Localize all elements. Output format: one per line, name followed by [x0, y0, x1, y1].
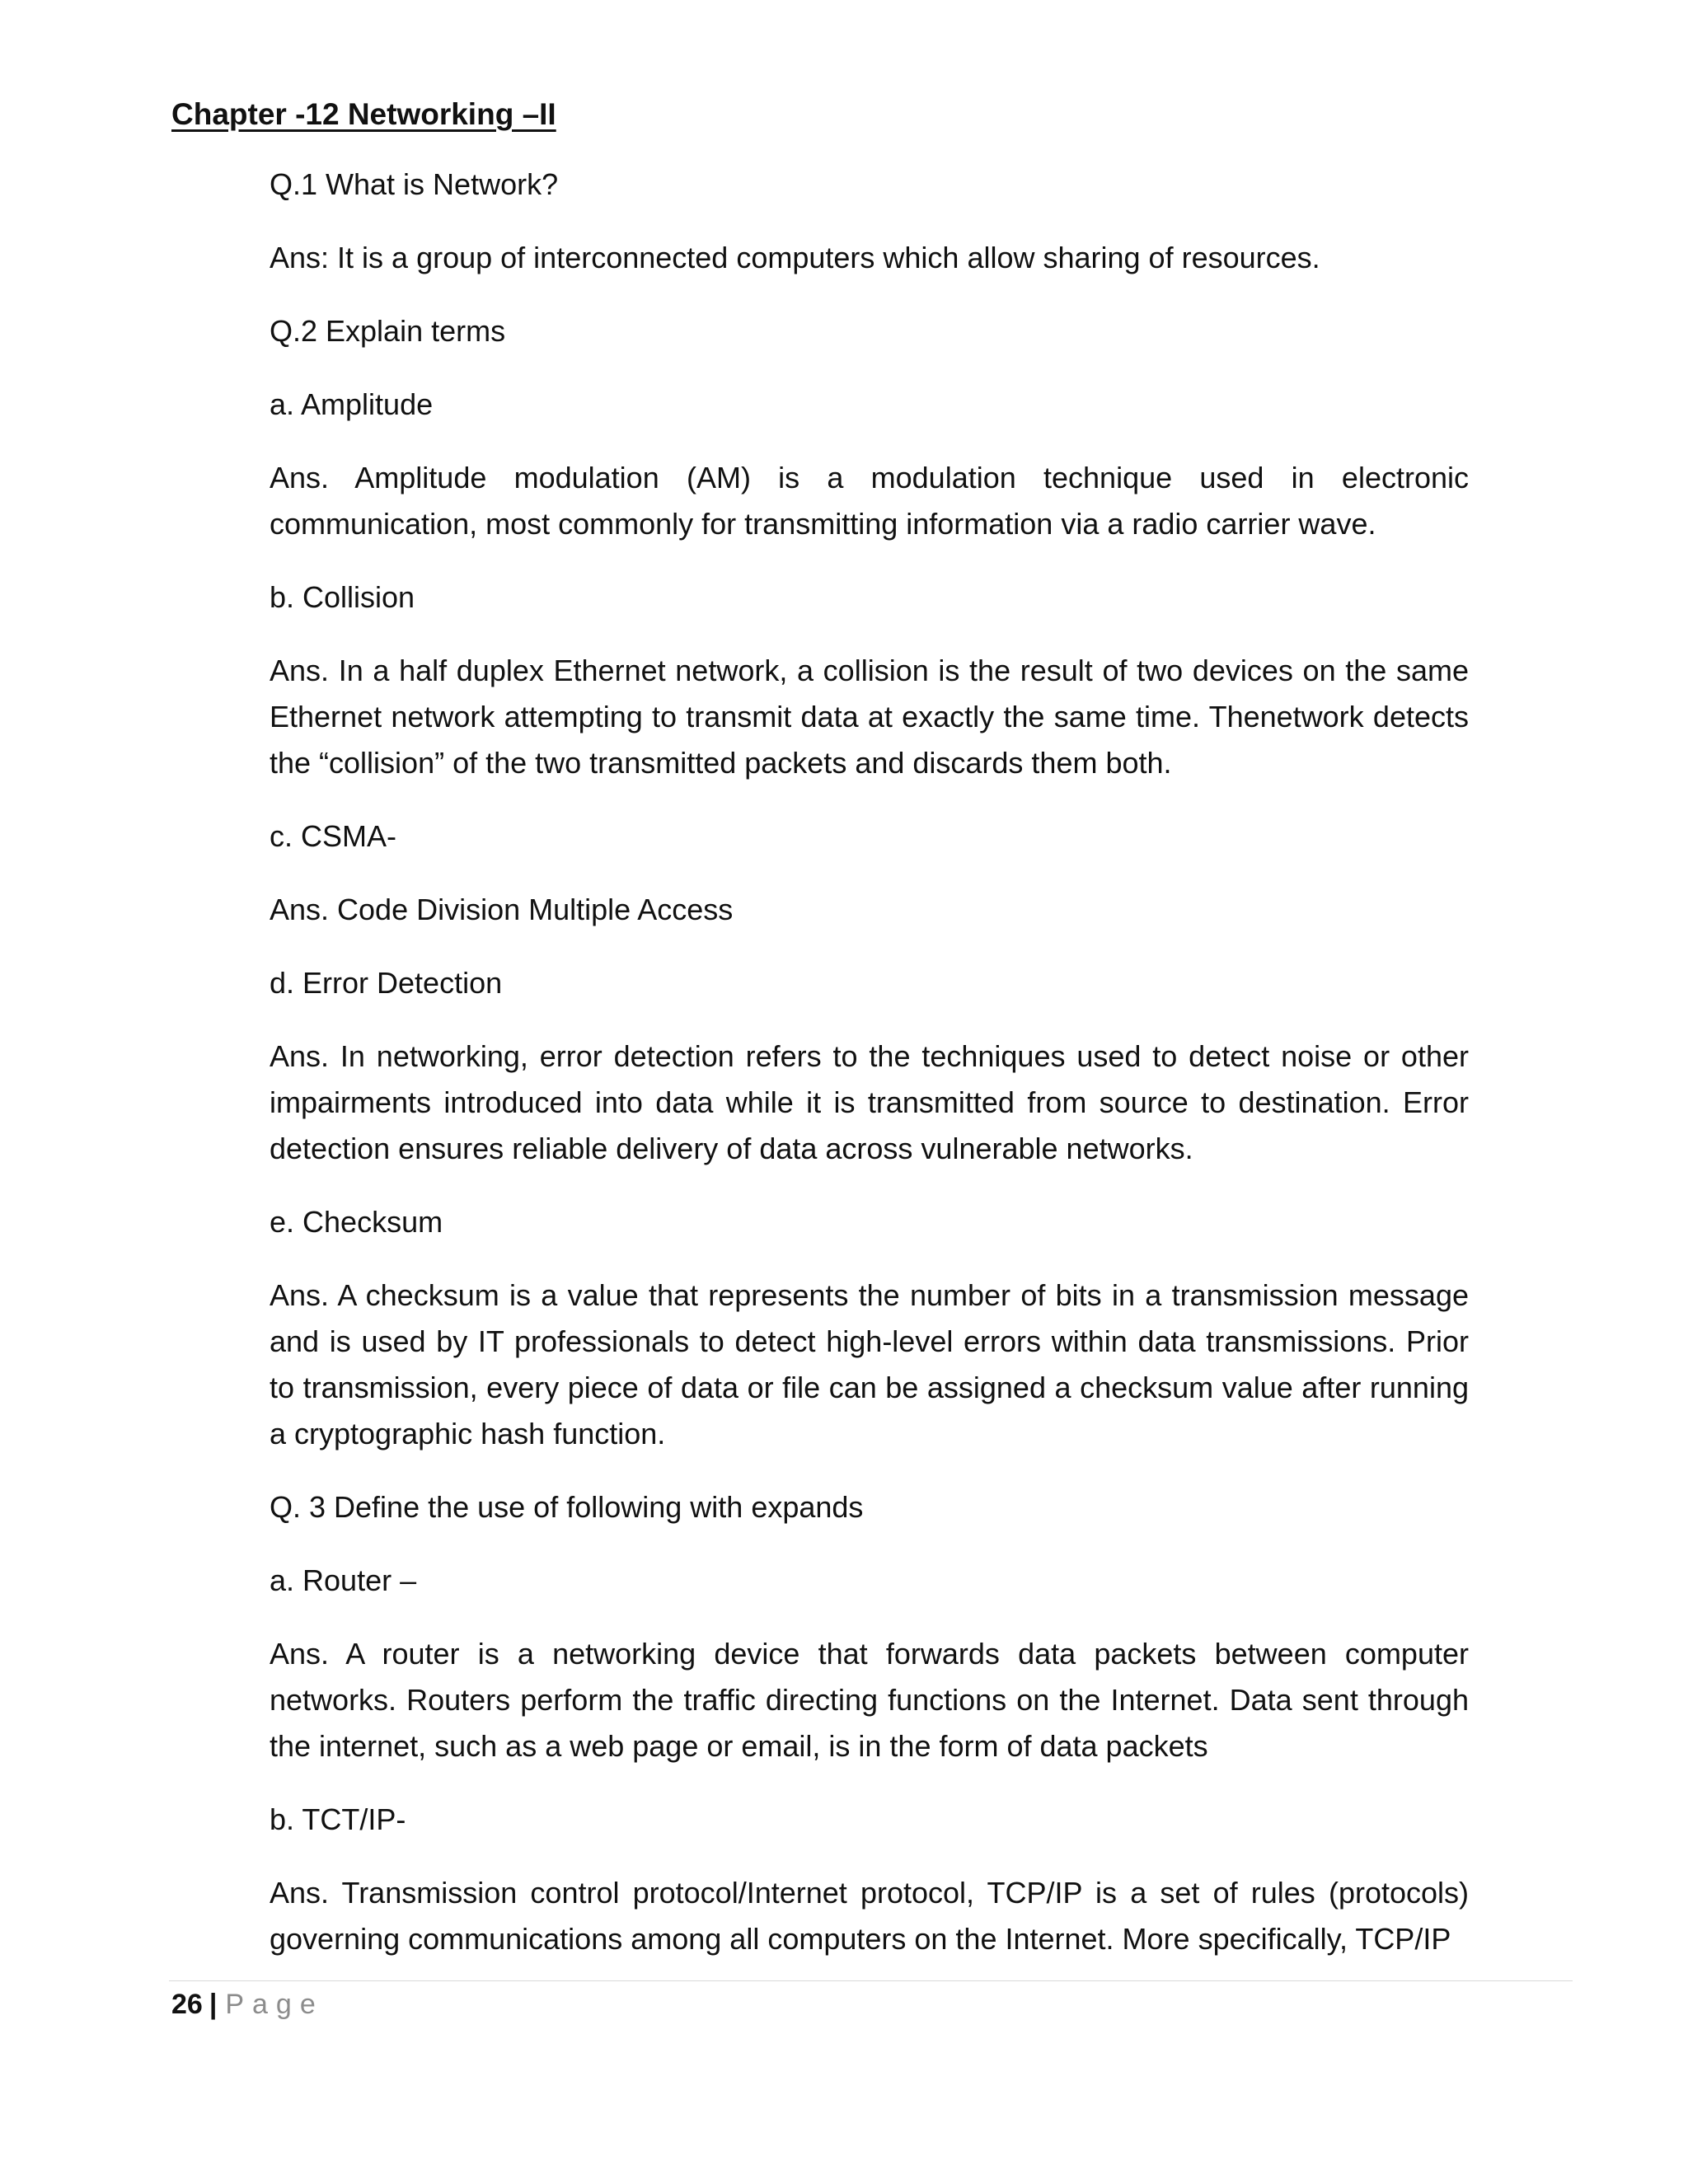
answer-checksum: Ans. A checksum is a value that represents the number of bits in a transmission message and is used by IT professionals to detect high-level errors within data transmissions. Prior to transmission, every piece of data or file can be assigned a checksum value after running a cryptographic hash function.	[270, 1278, 1469, 1451]
answer-router: Ans. A router is a networking device that forwards data packets between computer networks. Routers perform the traffic directing functions on the Internet. Data sent through the internet, such as a web page or email, is in the form of data packets	[270, 1637, 1469, 1763]
answer-1: Ans: It is a group of interconnected computers which allow sharing of resources.	[270, 241, 1320, 274]
term-amplitude: a. Amplitude	[270, 387, 434, 421]
term-checksum: e. Checksum	[270, 1205, 443, 1239]
term-csma: c. CSMA-	[270, 819, 397, 853]
term-tcp-ip: b. TCT/IP-	[270, 1802, 406, 1836]
answer-tcp-ip: Ans. Transmission control protocol/Internet protocol, TCP/IP is a set of rules (protocols) governing communications among all computers on the Internet. More specifically, TCP/IP	[270, 1876, 1469, 1956]
footer-separator: |	[209, 1989, 218, 2020]
footer-divider	[169, 1980, 1573, 1981]
answer-amplitude: Ans. Amplitude modulation (AM) is a modulation technique used in electronic communication, most commonly for transmitting information via a radio carrier wave.	[270, 461, 1469, 541]
term-router: a. Router –	[270, 1563, 417, 1597]
page-footer	[171, 1981, 324, 2027]
answer-csma: Ans. Code Division Multiple Access	[270, 893, 734, 926]
answer-error-detection: Ans. In networking, error detection refers to the techniques used to detect noise or other impairments introduced into data while it is transmitted from source to destination. Error detection ensures reliable delivery of data across vulnerable networks.	[270, 1039, 1469, 1165]
page-number: 26	[171, 1989, 203, 2020]
question-3: Q. 3 Define the use of following with expands	[270, 1490, 864, 1524]
question-1: Q.1 What is Network?	[270, 167, 559, 201]
question-2: Q.2 Explain terms	[270, 314, 506, 348]
term-collision: b. Collision	[270, 580, 415, 614]
page-label: Page	[225, 1989, 324, 2020]
chapter-title: Chapter -12 Networking –II	[171, 97, 556, 131]
term-error-detection: d. Error Detection	[270, 966, 503, 1000]
page-content	[270, 162, 1469, 1990]
answer-collision: Ans. In a half duplex Ethernet network, a collision is the result of two devices on the same Ethernet network attempting to transmit data at exactly the same time. Thenetwork detects the “collision” of the two transmitted packets and discards them both.	[270, 654, 1469, 780]
